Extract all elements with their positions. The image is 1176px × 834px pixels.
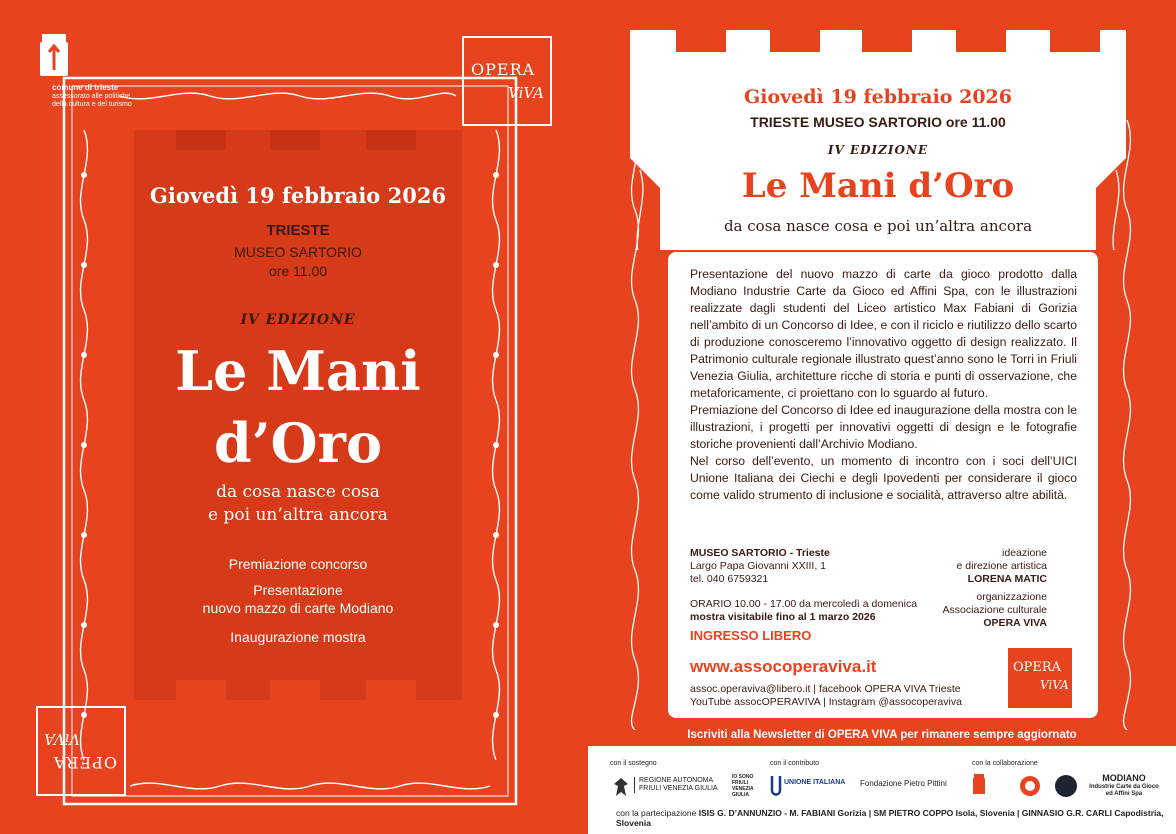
fondazione-pittini-logo: Fondazione Pietro Pittini xyxy=(860,779,947,788)
opera-viva-logo-small: OPERA ViVA xyxy=(1008,648,1072,708)
free-entry-label: INGRESSO LIBERO xyxy=(690,628,812,643)
commune-label: comune di trieste assessorato alle politiche della cultura e del turismo xyxy=(52,83,132,108)
sponsor-strip xyxy=(588,746,1176,834)
left-title-line1: Le Mani xyxy=(175,339,421,403)
credit-name-matic: LORENA MATIC xyxy=(967,573,1047,585)
opening-hours xyxy=(690,598,917,624)
credits xyxy=(940,547,1047,630)
credit-direzione: e direzione artistica xyxy=(956,560,1047,572)
partner-logo-icon xyxy=(1018,772,1042,798)
orario-text: ORARIO 10.00 - 17.00 da mercoledì a domenica xyxy=(690,598,918,610)
right-title: Le Mani d’Oro xyxy=(741,166,1015,206)
venue-info xyxy=(690,547,830,586)
website-link[interactable]: www.assocoperaviva.it xyxy=(690,657,877,676)
left-event-presentazione: Presentazione xyxy=(253,582,343,598)
regione-eagle-icon xyxy=(612,776,630,798)
right-subtitle: da cosa nasce cosa e poi un’altra ancora xyxy=(723,217,1033,235)
credit-ideazione: ideazione xyxy=(1002,547,1047,559)
credit-name-operaviva: OPERA VIVA xyxy=(983,617,1047,629)
contacts xyxy=(690,683,962,709)
left-subtitle-line2: e poi un’altra ancora xyxy=(208,505,388,525)
collaborazione-label: con la collaborazione xyxy=(972,760,1038,767)
unione-italiana-icon xyxy=(770,774,782,798)
left-title-line2: d’Oro xyxy=(213,411,383,475)
right-date: Giovedì 19 febbraio 2026 xyxy=(744,86,1012,108)
unione-italiana-logo: UNIONE ITALIANA xyxy=(784,779,846,786)
left-date: Giovedì 19 febbraio 2026 xyxy=(149,183,447,208)
left-time: ore 11.00 xyxy=(268,263,328,279)
venue-address: Largo Papa Giovanni XXIII, 1 xyxy=(690,560,827,572)
credit-associazione: Associazione culturale xyxy=(942,604,1047,616)
vine-right-ornament xyxy=(1112,120,1142,730)
venue-name: MUSEO SARTORIO - Trieste xyxy=(690,547,830,559)
left-city: TRIESTE xyxy=(266,222,330,239)
contributo-label: con il contributo xyxy=(770,760,820,767)
io-sono-fvg-logo: IO SONO FRIULI VENEZIA GIULIA xyxy=(732,774,754,798)
vine-left-ornament xyxy=(620,120,650,730)
partners-line xyxy=(616,808,1176,828)
right-place: TRIESTE MUSEO SARTORIO ore 11.00 xyxy=(750,114,1006,130)
left-subtitle-line1: da cosa nasce cosa xyxy=(216,482,380,502)
credit-organizzazione: organizzazione xyxy=(976,591,1047,603)
partners-list: ISIS G. D’ANNUNZIO - M. FABIANI Gorizia | SM PIETRO COPPO Isola, Slovenia | GINNASIO G.R. CARLI Capodistria, Slovenia xyxy=(616,808,1164,828)
opera-viva-logo: OPERA ViVA xyxy=(462,36,552,126)
left-edition: IV EDIZIONE xyxy=(240,312,356,328)
left-event-inaugurazione: Inaugurazione mostra xyxy=(230,629,366,645)
contacts-line1[interactable]: assoc.operaviva@libero.it | facebook OPERA VIVA Trieste xyxy=(690,683,961,695)
sostegno-label: con il sostegno xyxy=(610,760,657,767)
description-text xyxy=(690,266,1077,504)
venue-phone: tel. 040 6759321 xyxy=(690,573,769,585)
modiano-logo: MODIANO Industrie Carte da Gioco ed Affini Spa xyxy=(1089,773,1159,797)
partner-circle-icon xyxy=(1054,774,1078,798)
regione-logo: REGIONE AUTONOMA FRIULI VENEZIA GIULIA xyxy=(634,777,718,793)
right-edition: IV EDIZIONE xyxy=(827,143,929,157)
description-paragraph-3: Nel corso dell’evento, un momento di incontro con i soci dell’UICI Unione Italiana dei Ciechi e degli Ipovedenti per considerare il gioco come valido strumento di inclusione e socialità, attraverso altre abilità. xyxy=(690,454,1077,502)
left-museo: MUSEO SARTORIO xyxy=(234,244,362,260)
left-event-premiazione: Premiazione concorso xyxy=(228,556,368,572)
opera-viva-logo-rotated: OPERA ViVA xyxy=(36,706,126,796)
trieste-crest-small-icon xyxy=(972,774,986,796)
mostra-dates: mostra visitabile fino al 1 marzo 2026 xyxy=(690,611,876,623)
description-paragraph-2: Premiazione del Concorso di Idee ed inaugurazione della mostra con le illustrazioni, i progetti per innovativi oggetti di design e le fotografie storiche provenienti dall’Archivio Modiano. xyxy=(690,403,1077,451)
left-event-mazzo: nuovo mazzo di carte Modiano xyxy=(202,600,394,616)
partners-prefix: con la partecipazione xyxy=(616,808,697,818)
newsletter-banner[interactable]: Iscriviti alla Newsletter di OPERA VIVA per rimanere sempre aggiornato xyxy=(687,729,1077,741)
contacts-line2[interactable]: YouTube assocOPERAVIVA | Instagram @assocoperaviva xyxy=(690,696,962,708)
description-paragraph-1: Presentazione del nuovo mazzo di carte da gioco prodotto dalla Modiano Industrie Carte da Gioco ed Affini Spa, con le illustrazioni realizzate dagli studenti del Liceo artistico Max Fabiani di Gorizia nell’ambito di un Concorso di Idee, e con il riciclo e riutilizzo dello scarto di produzione conosceremo l’innovativo oggetto di design realizzato. Il Patrimonio culturale regionale illustrato quest’anno sono le Torri in Friuli Venezia Giulia, architetture ricche di storia e punti di osservazione, che metaforicamente, ci proiettano con lo sguardo al futuro. xyxy=(690,267,1077,400)
